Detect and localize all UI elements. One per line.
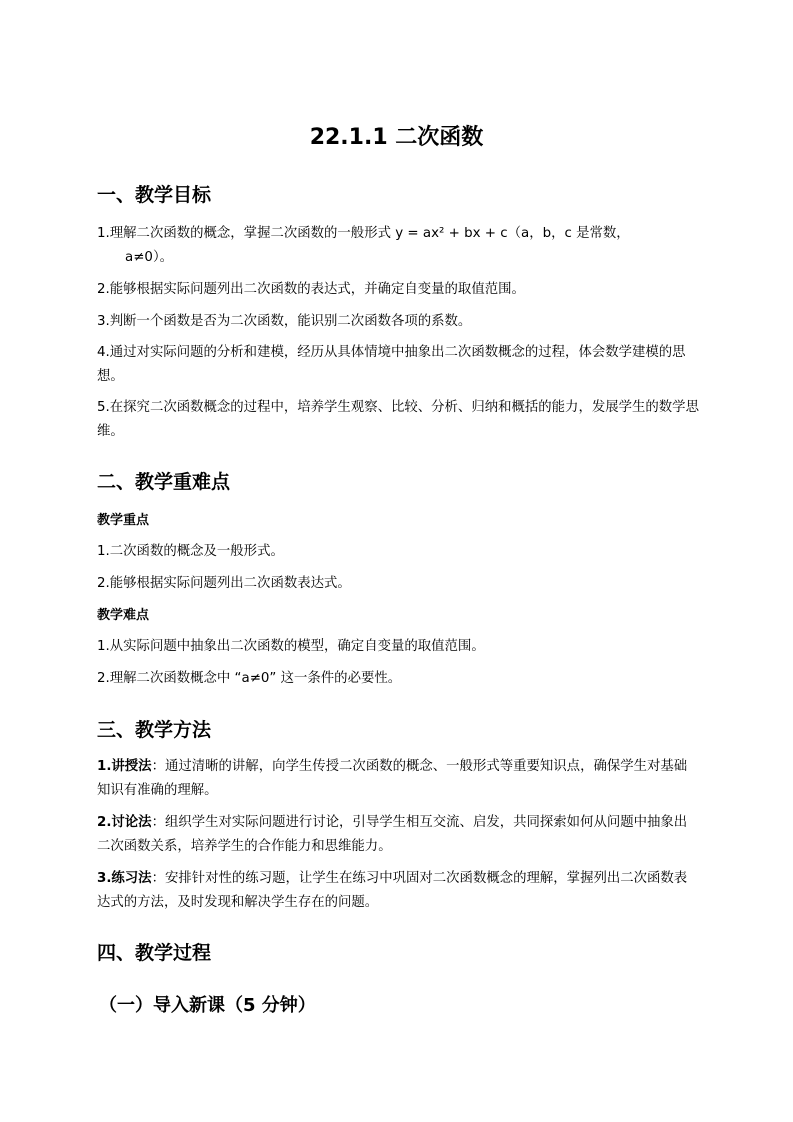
method-item-3-label: 3.练习法 bbox=[97, 871, 152, 886]
focus-label: 教学重点 bbox=[97, 513, 150, 528]
section-heading-process: 四、教学过程 bbox=[97, 942, 212, 964]
focus-item-2: 2.能够根据实际问题列出二次函数表达式。 bbox=[97, 576, 351, 591]
section-heading-key-points: 二、教学重难点 bbox=[97, 471, 231, 493]
difficulty-item-2: 2.理解二次函数概念中 “a≠0” 这一条件的必要性。 bbox=[97, 671, 402, 686]
method-item-2-label: 2.讨论法 bbox=[97, 815, 152, 830]
objective-item-2: 2.能够根据实际问题列出二次函数的表达式，并确定自变量的取值范围。 bbox=[97, 282, 525, 297]
method-item-1-label: 1.讲授法 bbox=[97, 759, 152, 774]
section-heading-methods: 三、教学方法 bbox=[97, 719, 212, 741]
difficulty-item-1: 1.从实际问题中抽象出二次函数的模型，确定自变量的取值范围。 bbox=[97, 639, 485, 654]
method-item-2-text: ：组织学生对实际问题进行讨论，引导学生相互交流、启发，共同探索如何从问题中抽象出二次函数关系，培养学生的合作能力和思维能力。 bbox=[97, 815, 688, 854]
objective-item-1-line2: a≠0）。 bbox=[125, 250, 174, 265]
section-heading-objectives: 一、教学目标 bbox=[97, 184, 212, 206]
objective-item-5: 5.在探究二次函数概念的过程中，培养学生观察、比较、分析、归纳和概括的能力，发展学生的数学思维。 bbox=[97, 400, 699, 439]
subsection-heading-intro: （一）导入新课（5 分钟） bbox=[99, 995, 316, 1016]
difficulty-label: 教学难点 bbox=[97, 608, 150, 623]
focus-item-1: 1.二次函数的概念及一般形式。 bbox=[97, 544, 284, 559]
document-title: 22.1.1 二次函数 bbox=[309, 125, 484, 150]
method-item-1-text: ：通过清晰的讲解，向学生传授二次函数的概念、一般形式等重要知识点，确保学生对基础知识有准确的理解。 bbox=[97, 759, 688, 798]
method-item-3 bbox=[97, 867, 699, 915]
objective-item-1-line1: 1.理解二次函数的概念，掌握二次函数的一般形式 y = ax² + bx + c（a，b，c 是常数， bbox=[97, 226, 630, 241]
method-item-2 bbox=[97, 811, 699, 859]
objective-item-4: 4.通过对实际问题的分析和建模，经历从具体情境中抽象出二次函数概念的过程，体会数学建模的思想。 bbox=[97, 345, 686, 384]
objective-item-3: 3.判断一个函数是否为二次函数，能识别二次函数各项的系数。 bbox=[97, 314, 472, 329]
method-item-3-text: ：安排针对性的练习题，让学生在练习中巩固对二次函数概念的理解，掌握列出二次函数表达式的方法，及时发现和解决学生存在的问题。 bbox=[97, 871, 688, 910]
objective-item-1 bbox=[97, 222, 699, 270]
method-item-1 bbox=[97, 755, 699, 803]
